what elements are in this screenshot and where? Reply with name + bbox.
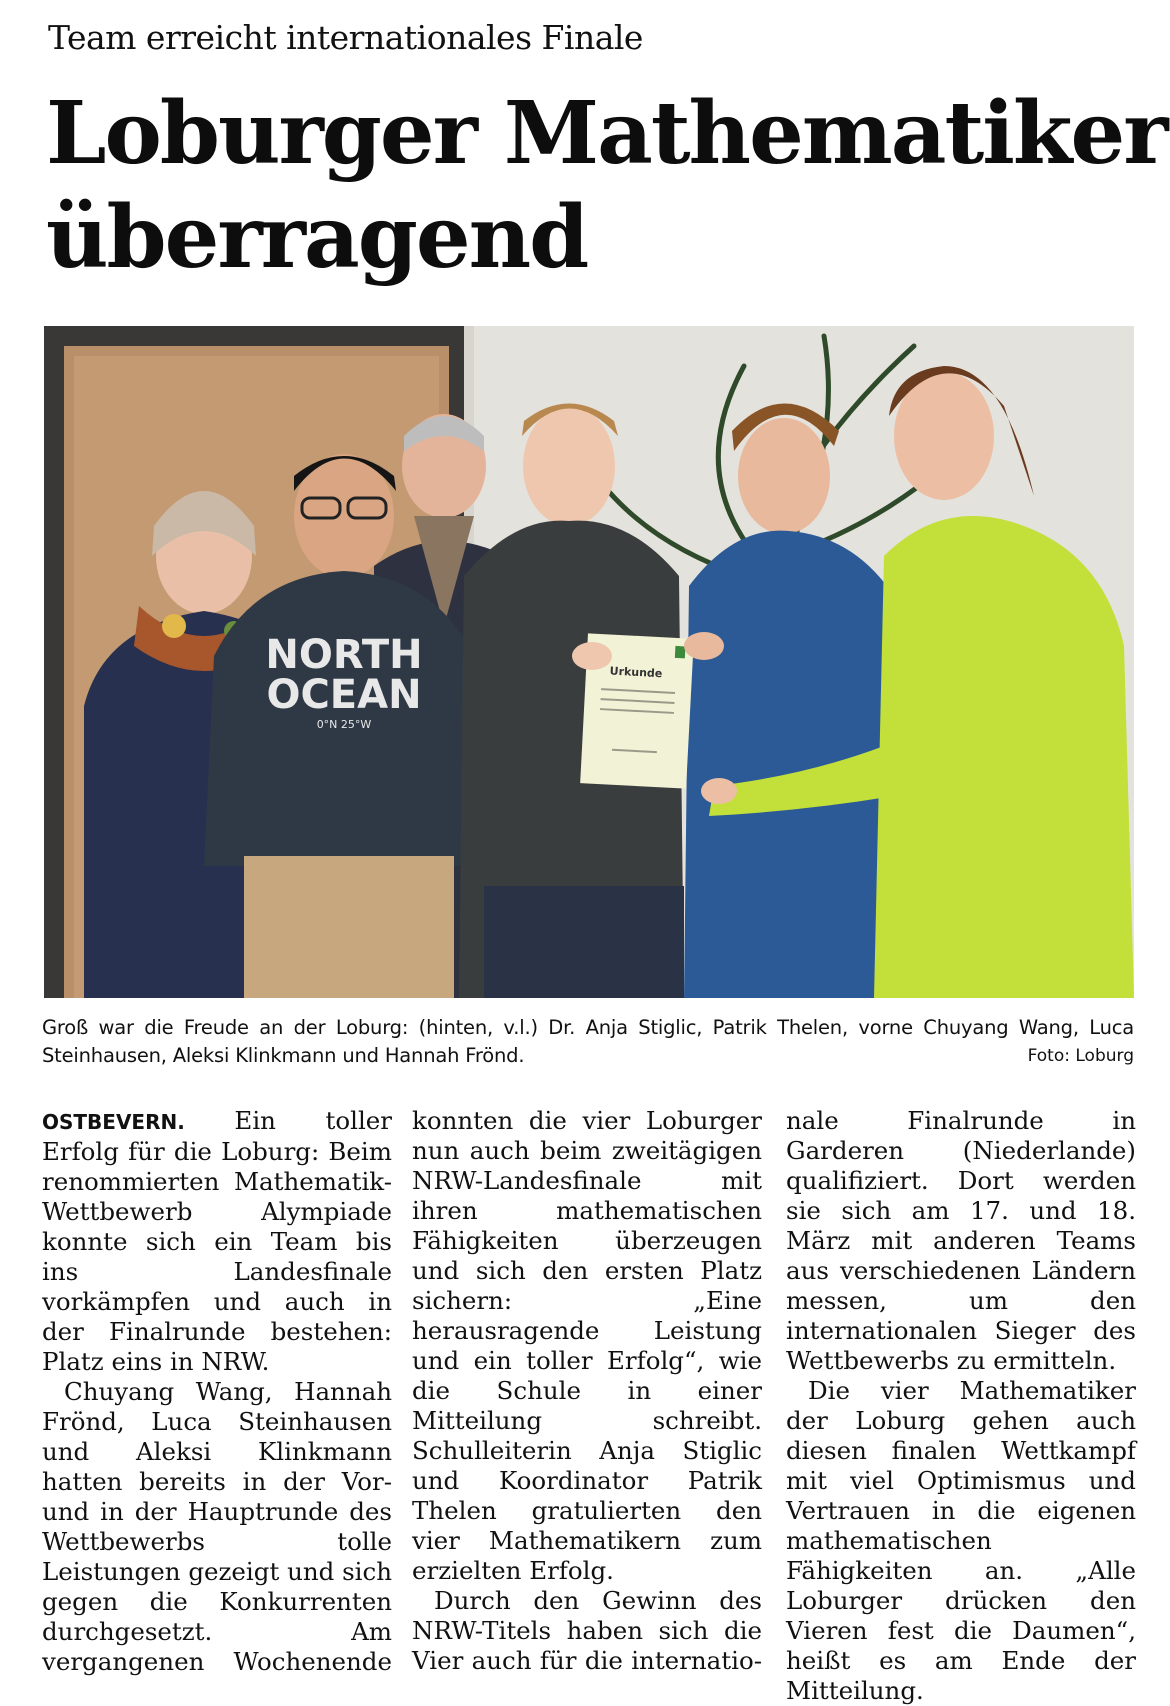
hoodie-print-line-2: OCEAN — [266, 672, 422, 718]
text-column-3 — [786, 1106, 1136, 1706]
paragraph: konnten die vier Loburger nun auch beim zweitägigen NRW-Landesfinale mit ihren mathematischen Fähigkeiten überzeugen und sich den ersten Platz sichern: „Eine herausragende Leistung und ein toller Erfolg“, wie die Schule in einer Mitteilung schreibt. Schulleiterin Anja Stiglic und Koordinator Patrik Thelen gratulierten den vier Mathematikern zum erzielten Erfolg. — [412, 1106, 762, 1585]
article-photo — [44, 326, 1134, 998]
group-photo-illustration — [44, 326, 1134, 998]
headline-line-2: überragend — [46, 187, 588, 288]
paragraph-text: Ein toller Erfolg für die Loburg: Beim renommierten Mathematik-Wettbewerb Alympiade konnte sich ein Team bis ins Landesfinale vorkämpfen und auch in der Finalrunde bestehen: Platz eins in NRW. — [42, 1106, 392, 1376]
article-headline — [46, 82, 1167, 290]
paragraph — [42, 1106, 392, 1377]
hand-bottom — [701, 778, 737, 804]
hand-right — [684, 632, 724, 660]
hoodie-print-line-1: NORTH — [265, 632, 423, 678]
paragraph: nale Finalrunde in Garderen (Niederlande) qualifiziert. Dort werden sie sich am 17. und 18. März mit anderen Teams aus verschiedenen Ländern messen, um den internationalen Sieger des Wettbewerbs zu ermitteln. — [786, 1106, 1136, 1375]
text-column-2 — [412, 1106, 762, 1676]
article-kicker: Team erreicht internationales Finale — [48, 18, 643, 57]
hand-left — [572, 642, 612, 670]
paragraph: Durch den Gewinn des NRW-Titels haben sich die Vier auch für die internatio- — [412, 1586, 762, 1675]
photo-caption: Groß war die Freude an der Loburg: (hinten, v.l.) Dr. Anja Stiglic, Patrik Thelen, vorne Chuyang Wang, Luca Steinhausen, Aleksi Klinkmann und Hannah Frönd. — [42, 1016, 1134, 1067]
paragraph: Chuyang Wang, Hannah Frönd, Luca Steinhausen und Aleksi Klinkmann hatten bereits in der Vor- und in der Hauptrunde des Wettbewerbs tolle Leistungen gezeigt und sich gegen die Konkurrenten durchgesetzt. Am vergangenen Wochenende — [42, 1377, 393, 1676]
paragraph: Die vier Mathematiker der Loburg gehen auch diesen finalen Wettkampf mit viel Optimismus und Vertrauen in die eigenen mathematischen Fähigkeiten an. „Alle Loburger drücken den Vieren fest die Daumen“, heißt es am Ende der Mitteilung. — [786, 1376, 1136, 1705]
headline-line-1: Loburger Mathematiker — [46, 83, 1167, 184]
photo-credit: Foto: Loburg — [1027, 1046, 1134, 1066]
certificate-title: Urkunde — [609, 664, 663, 681]
dateline: OSTBEVERN. — [42, 1110, 185, 1134]
hoodie-print-line-3: 0°N 25°W — [316, 718, 372, 731]
text-column-1 — [42, 1106, 392, 1677]
